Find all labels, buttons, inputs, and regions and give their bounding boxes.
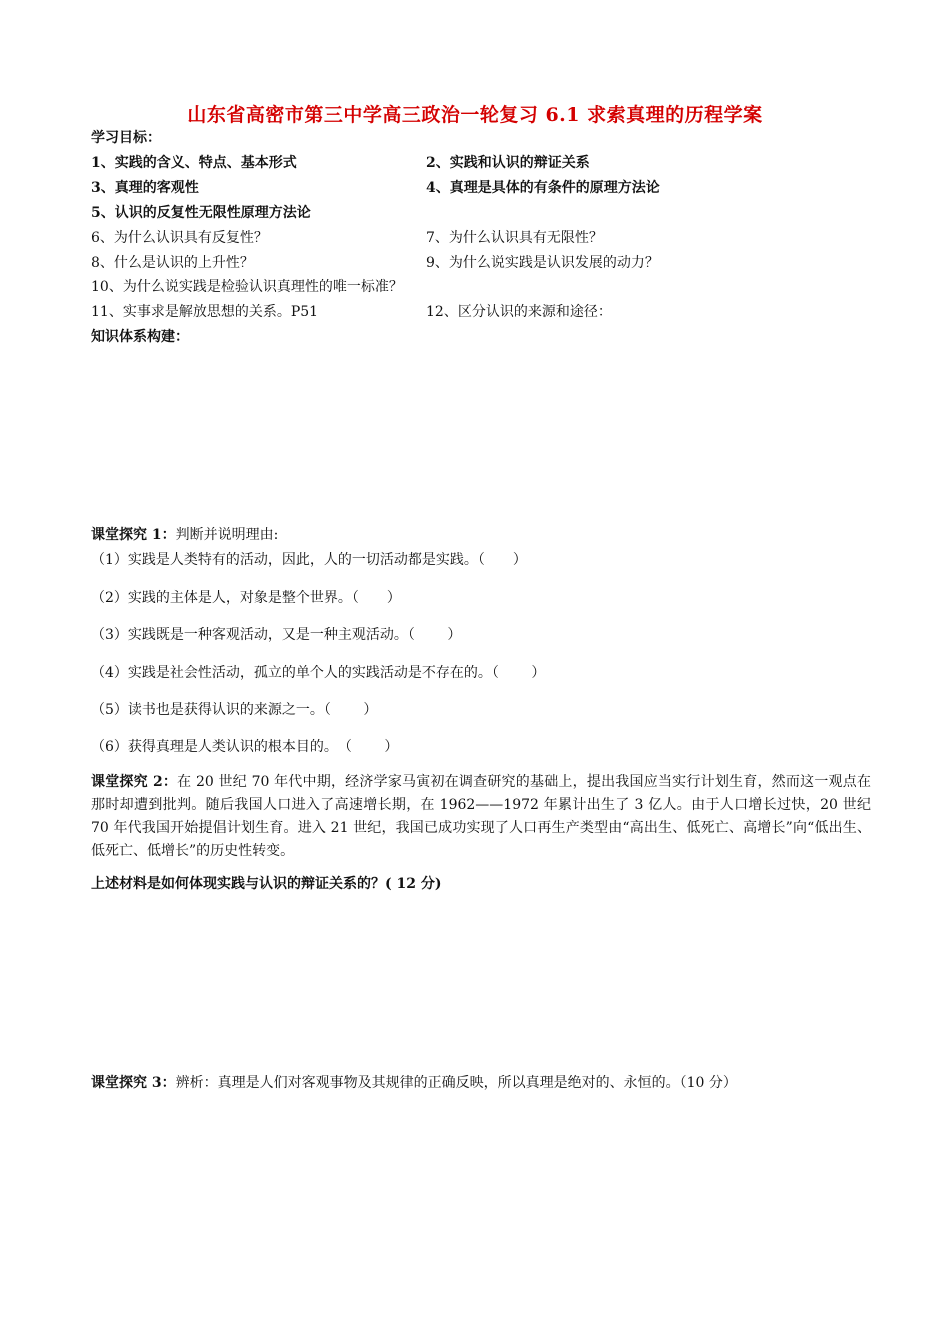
judgement-item: （1）实践是人类特有的活动，因此，人的一切活动都是实践。（ ） <box>91 552 527 568</box>
judgement-item: （6）获得真理是人类认识的根本目的。 （ ） <box>91 739 399 755</box>
explore2-text: 在 20 世纪 70 年代中期，经济学家马寅初在调查研究的基础上，提出我国应当实行计划生育，然而这一观点在那时却遭到批判。随后我国人口进入了高速增长期，在 1962——1972 年累计出生了 3 亿人。由于人口增长过快，20 世纪 70 年代我国开始提倡计划生育。进入 21 世纪，我国已成功实现了人口再生产类型由“高出生、低死亡、高增长”向“低出生、低死亡、低增长”的历史性转变。 <box>91 774 871 859</box>
objective-item: 11、实事求是解放思想的关系。P51 <box>91 304 319 320</box>
explore1-header <box>91 525 278 545</box>
objective-item: 7、为什么认识具有无限性？ <box>426 230 603 246</box>
explore2-paragraph <box>91 771 871 863</box>
judgement-item: （5）读书也是获得认识的来源之一。（ ） <box>91 702 378 718</box>
objective-item: 1、实践的含义、特点、基本形式 <box>91 155 297 171</box>
objective-item: 8、什么是认识的上升性？ <box>91 255 254 271</box>
explore3-text: 辨析：真理是人们对客观事物及其规律的正确反映，所以真理是绝对的、永恒的。（10 分） <box>175 1075 737 1091</box>
explore1-label: 课堂探究 1： <box>91 527 176 543</box>
judgement-item: （3）实践既是一种客观活动，又是一种主观活动。（ ） <box>91 627 462 643</box>
knowledge-heading: 知识体系构建： <box>91 329 189 345</box>
objective-item: 10、为什么说实践是检验认识真理性的唯一标准？ <box>91 279 403 295</box>
objective-item: 6、为什么认识具有反复性？ <box>91 230 268 246</box>
objective-item: 12、区分认识的来源和途径： <box>426 304 612 320</box>
explore2-question: 上述材料是如何体现实践与认识的辩证关系的？( 12 分) <box>91 876 442 892</box>
explore1-prompt: 判断并说明理由: <box>175 527 279 543</box>
explore2-label: 课堂探究 2： <box>91 774 178 790</box>
objective-item: 5、认识的反复性无限性原理方法论 <box>91 205 311 221</box>
page-title: 山东省高密市第三中学高三政治一轮复习 6.1 求索真理的历程学案 <box>187 104 763 126</box>
objective-item: 2、实践和认识的辩证关系 <box>426 155 590 171</box>
explore3-label: 课堂探究 3： <box>91 1075 176 1091</box>
judgement-item: （2）实践的主体是人，对象是整个世界。（ ） <box>91 590 401 606</box>
judgement-item: （4）实践是社会性活动，孤立的单个人的实践活动是不存在的。（ ） <box>91 665 546 681</box>
objectives-heading: 学习目标： <box>91 130 161 146</box>
objective-item: 4、真理是具体的有条件的原理方法论 <box>426 180 660 196</box>
explore3-line <box>91 1073 737 1093</box>
objective-item: 3、真理的客观性 <box>91 180 199 196</box>
objective-item: 9、为什么说实践是认识发展的动力？ <box>426 255 659 271</box>
